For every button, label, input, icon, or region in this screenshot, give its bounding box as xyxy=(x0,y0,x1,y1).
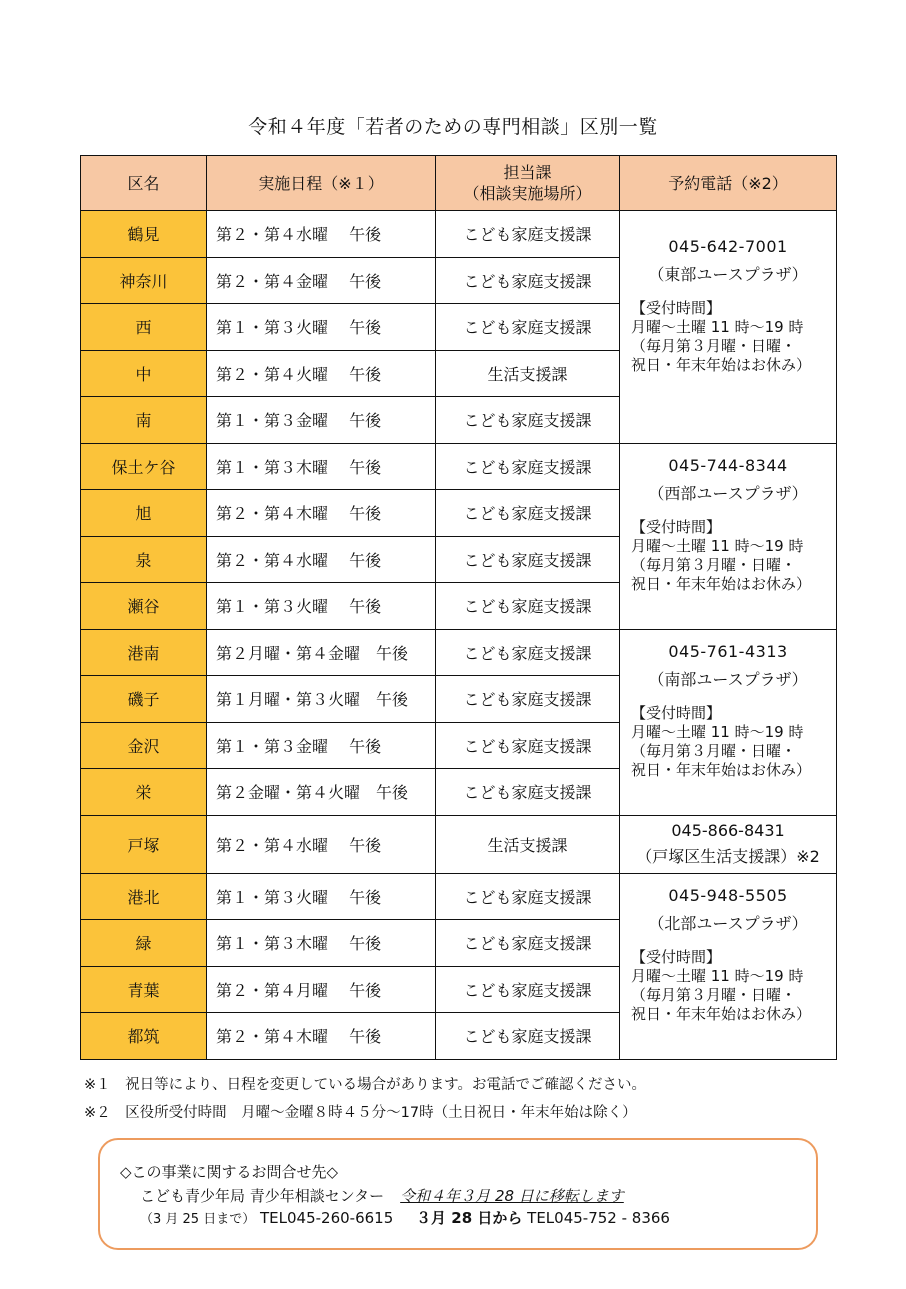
ward-name: 保土ケ谷 xyxy=(81,443,207,490)
schedule-cell: 第２金曜・第４火曜 午後 xyxy=(207,769,436,816)
table-row xyxy=(81,443,837,490)
table-header-row xyxy=(81,156,837,211)
table-row xyxy=(81,873,837,920)
hours-title: 【受付時間】 xyxy=(631,947,722,966)
schedule-cell: 第１・第３火曜 午後 xyxy=(207,583,436,630)
schedule-cell: 第２・第４火曜 午後 xyxy=(207,350,436,397)
reception-hours xyxy=(631,948,836,1024)
schedule-cell: 第１月曜・第３火曜 午後 xyxy=(207,676,436,723)
hours-line: （毎月第３月曜・日曜・ xyxy=(631,555,797,574)
hours-line: 祝日・年末年始はお休み） xyxy=(631,760,812,779)
dept-cell: こども家庭支援課 xyxy=(436,873,620,920)
dept-cell: こども家庭支援課 xyxy=(436,629,620,676)
hours-line: （毎月第３月曜・日曜・ xyxy=(631,985,797,1004)
schedule-cell: 第２・第４金曜 午後 xyxy=(207,257,436,304)
ward-name: 栄 xyxy=(81,769,207,816)
schedule-cell: 第１・第３木曜 午後 xyxy=(207,443,436,490)
tel-new[interactable]: TEL045-752 - 8366 xyxy=(527,1209,670,1227)
hours-line: （毎月第３月曜・日曜・ xyxy=(631,741,797,760)
ward-name: 緑 xyxy=(81,920,207,967)
footnote-1: ※１ 祝日等により、日程を変更している場合があります。お電話でご確認ください。 xyxy=(84,1077,646,1093)
page-title: 令和４年度「若者のための専門相談」区別一覧 xyxy=(248,116,658,138)
dept-cell: こども家庭支援課 xyxy=(436,583,620,630)
hours-line: 月曜～土曜 11 時～19 時 xyxy=(631,536,804,555)
ward-name: 金沢 xyxy=(81,722,207,769)
schedule-cell: 第２月曜・第４金曜 午後 xyxy=(207,629,436,676)
header-ward: 区名 xyxy=(81,156,207,211)
ward-name: 旭 xyxy=(81,490,207,537)
ward-name: 瀬谷 xyxy=(81,583,207,630)
relocation-notice: 令和４年３月 28 日に移転します xyxy=(400,1187,624,1205)
tel-old[interactable]: TEL045-260-6615 xyxy=(260,1209,394,1227)
from-date: ３月 28 日から xyxy=(416,1209,523,1227)
footnote-2: ※２ 区役所受付時間 月曜～金曜８時４５分～17時（土日祝日・年末年始は除く） xyxy=(84,1105,637,1121)
phone-number[interactable]: 045-761-4313 xyxy=(668,641,788,661)
dept-cell: こども家庭支援課 xyxy=(436,397,620,444)
phone-cell-east xyxy=(620,211,837,444)
schedule-cell: 第１・第３木曜 午後 xyxy=(207,920,436,967)
dept-cell: こども家庭支援課 xyxy=(436,304,620,351)
phone-org: （北部ユースプラザ） xyxy=(648,913,808,933)
schedule-cell: 第１・第３火曜 午後 xyxy=(207,304,436,351)
phone-org: （戸塚区生活支援課）※2 xyxy=(636,846,820,866)
header-dept-line2: （相談実施場所） xyxy=(463,184,592,203)
header-phone: 予約電話（※2） xyxy=(620,156,837,211)
dept-cell: こども家庭支援課 xyxy=(436,1013,620,1060)
schedule-cell: 第１・第３金曜 午後 xyxy=(207,722,436,769)
dept-cell: こども家庭支援課 xyxy=(436,443,620,490)
reception-hours xyxy=(631,704,836,780)
ward-name: 港南 xyxy=(81,629,207,676)
ward-name: 港北 xyxy=(81,873,207,920)
header-schedule: 実施日程（※１） xyxy=(207,156,436,211)
contact-org-line xyxy=(140,1185,624,1206)
schedule-cell: 第２・第４水曜 午後 xyxy=(207,211,436,258)
hours-line: 祝日・年末年始はお休み） xyxy=(631,1004,812,1023)
ward-name: 都筑 xyxy=(81,1013,207,1060)
dept-cell: こども家庭支援課 xyxy=(436,257,620,304)
dept-cell: 生活支援課 xyxy=(436,350,620,397)
schedule-cell: 第１・第３金曜 午後 xyxy=(207,397,436,444)
header-dept xyxy=(436,156,620,211)
ward-name: 南 xyxy=(81,397,207,444)
hours-line: 祝日・年末年始はお休み） xyxy=(631,356,812,374)
until-date: （3 月 25 日まで） xyxy=(140,1212,256,1227)
phone-cell-west xyxy=(620,443,837,629)
reception-hours xyxy=(631,299,836,375)
contact-org: こども青少年局 青少年相談センター xyxy=(140,1187,385,1205)
schedule-cell: 第１・第３火曜 午後 xyxy=(207,873,436,920)
ward-name: 鶴見 xyxy=(81,211,207,258)
ward-name: 西 xyxy=(81,304,207,351)
contact-heading: ◇この事業に関するお問合せ先◇ xyxy=(120,1163,339,1181)
phone-cell-south xyxy=(620,629,837,815)
table-row xyxy=(81,815,837,873)
ward-name: 青葉 xyxy=(81,966,207,1013)
dept-cell: こども家庭支援課 xyxy=(436,536,620,583)
phone-number[interactable]: 045-642-7001 xyxy=(668,237,788,256)
hours-line: 祝日・年末年始はお休み） xyxy=(631,574,812,593)
hours-line: 月曜～土曜 11 時～19 時 xyxy=(631,318,804,336)
dept-cell: こども家庭支援課 xyxy=(436,920,620,967)
dept-cell: こども家庭支援課 xyxy=(436,769,620,816)
footnotes xyxy=(84,1071,646,1127)
ward-name: 戸塚 xyxy=(81,815,207,873)
header-dept-line1: 担当課 xyxy=(503,163,552,182)
hours-title: 【受付時間】 xyxy=(631,703,722,722)
phone-org: （東部ユースプラザ） xyxy=(648,265,808,284)
phone-number[interactable]: 045-948-5505 xyxy=(668,885,788,905)
phone-org: （西部ユースプラザ） xyxy=(648,483,808,503)
schedule-cell: 第２・第４水曜 午後 xyxy=(207,536,436,583)
schedule-cell: 第２・第４水曜 午後 xyxy=(207,815,436,873)
reception-hours xyxy=(631,518,836,594)
table-row xyxy=(81,629,837,676)
ward-name: 中 xyxy=(81,350,207,397)
schedule-cell: 第２・第４木曜 午後 xyxy=(207,1013,436,1060)
ward-name: 磯子 xyxy=(81,676,207,723)
contact-tel-line xyxy=(140,1207,670,1228)
table-row xyxy=(81,211,837,258)
schedule-cell: 第２・第４月曜 午後 xyxy=(207,966,436,1013)
schedule-cell: 第２・第４木曜 午後 xyxy=(207,490,436,537)
phone-number[interactable]: 045-744-8344 xyxy=(668,455,788,475)
consultation-table xyxy=(80,155,837,1060)
phone-number[interactable]: 045-866-8431 xyxy=(671,820,785,840)
dept-cell: 生活支援課 xyxy=(436,815,620,873)
dept-cell: こども家庭支援課 xyxy=(436,966,620,1013)
phone-org: （南部ユースプラザ） xyxy=(648,669,808,689)
hours-line: （毎月第３月曜・日曜・ xyxy=(631,337,797,355)
hours-line: 月曜～土曜 11 時～19 時 xyxy=(631,722,804,741)
ward-name: 泉 xyxy=(81,536,207,583)
contact-box xyxy=(98,1138,818,1250)
phone-cell-totsuka xyxy=(620,815,837,873)
dept-cell: こども家庭支援課 xyxy=(436,722,620,769)
ward-name: 神奈川 xyxy=(81,257,207,304)
hours-line: 月曜～土曜 11 時～19 時 xyxy=(631,966,804,985)
dept-cell: こども家庭支援課 xyxy=(436,676,620,723)
hours-title: 【受付時間】 xyxy=(631,517,722,536)
hours-title: 【受付時間】 xyxy=(631,299,722,317)
dept-cell: こども家庭支援課 xyxy=(436,490,620,537)
dept-cell: こども家庭支援課 xyxy=(436,211,620,258)
phone-cell-north xyxy=(620,873,837,1059)
